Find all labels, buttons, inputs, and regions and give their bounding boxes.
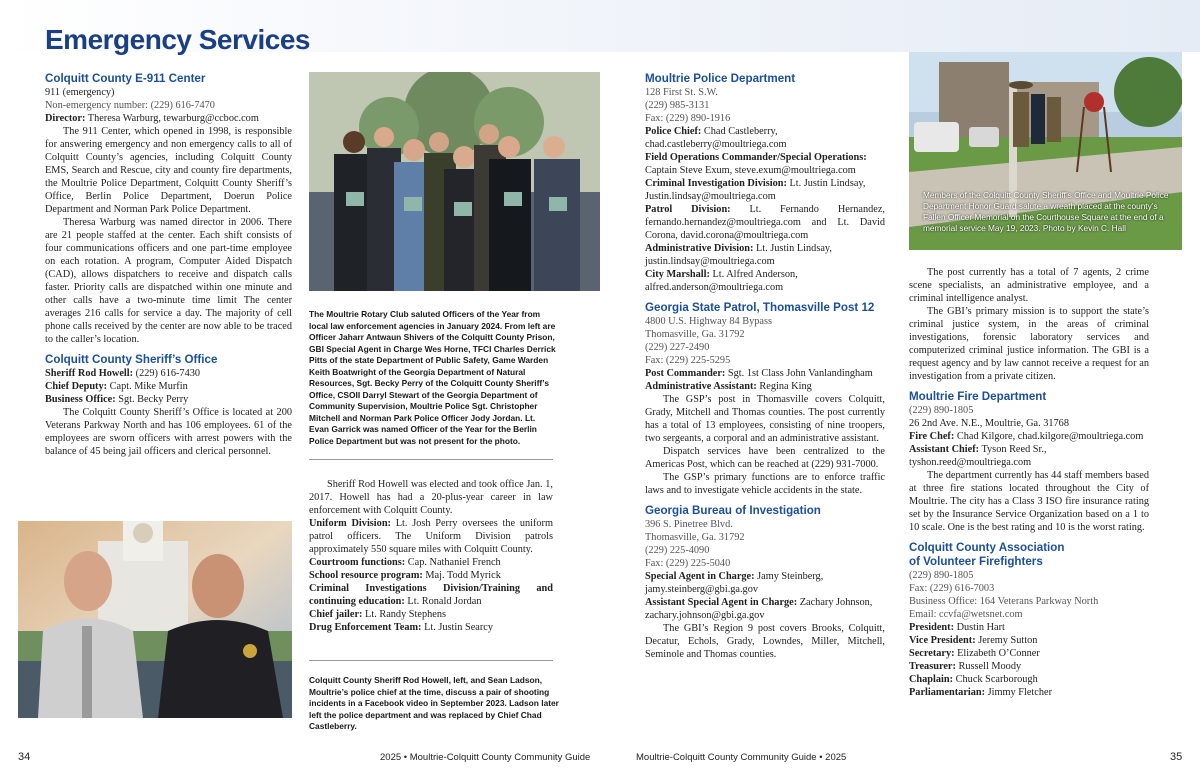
column-3 (645, 72, 885, 661)
uniform-division: Uniform Division: Lt. Josh Perry oversees the uniform patrol officers. The Uniform Division patrols approximately 550 square miles with Colquitt County. (309, 518, 553, 555)
gsp-commander: Post Commander: Sgt. 1st Class John Vanlandingham (645, 368, 873, 379)
footer-left-text: 2025 • Moultrie-Colquitt County Community Guide (380, 752, 591, 763)
mfd-address: 26 2nd Ave. N.E., Moultrie, Ga. 31768 (909, 418, 1069, 429)
ccavf-fax: Fax: (229) 616-7003 (909, 583, 995, 594)
rotary-caption: The Moultrie Rotary Club saluted Officers of the Year from local law enforcement agencies in January 2024. From left are Officer Jaharr Antwaun Shivers of the Colquitt County Prison, GBI Special Agent in Charge Wes Horne, TFCI Charles Derrick Pitts of the state Department of Public Safety, Game Warden Keith Boatwright of the Georgia Department of Natural Resources, Sgt. Becky Perry of the Colquitt County Sheriff’s Office, CSOII Darryl Stewart of the Georgia Department of Community Supervision, Moultrie Police Sgt. Christopher Mitchell and Norman Park Police Officer Jody Jordan. Lt. Evan Garrick was named Officer of the Year for the Berlin Police Department but was not present for the photo. (309, 309, 556, 446)
gbi-sac: Special Agent in Charge: Jamy Steinberg, (645, 571, 824, 582)
gbi-address-1: 396 S. Pinetree Blvd. (645, 519, 733, 530)
gsp-admin-assistant: Administrative Assistant: Regina King (645, 381, 812, 392)
ccavf-email: Email: ccvfa@wetsnet.com (909, 609, 1023, 620)
mpd-cid: Criminal Investigation Division: Lt. Justin Lindsay, (645, 178, 866, 189)
gbi-phone: (229) 225-4090 (645, 545, 710, 556)
school-resource: School resource program: Maj. Todd Myrick (309, 570, 501, 581)
gbi-sac-email: jamy.steinberg@gbi.ga.gov (645, 584, 759, 595)
mpd-patrol: Patrol Division: Lt. Fernando Hernandez, fernando.hernandez@moultriega.com and Lt. David Corona, david.corona@moultriega.com (645, 204, 885, 241)
mpd-heading: Moultrie Police Department (645, 72, 796, 85)
sheriff-bio: Sheriff Rod Howell was elected and took office Jan. 1, 2017. Howell has had a 20-plus-year career in law enforcement with Colquitt County. (309, 479, 553, 516)
ccavf-treasurer: Treasurer: Russell Moody (909, 661, 1022, 672)
sheriff-para: The Colquitt County Sheriff’s Office is located at 200 Veterans Parkway North and has 106 employees. 61 of the employees are sworn officers with arrest powers with the balance of 45 being jail officers and clerical personnel. (45, 407, 292, 457)
gsp-address-2: Thomasville, Ga. 31792 (645, 329, 745, 340)
honor-guard-caption: Members of the Colquitt County Sheriff’s Office and Moultrie Police Department Honor Guard salute a wreath placed at the county’s Fallen Officer Memorial on the Courthouse Square at the end of a memorial service May 19, 2023. Photo by Kevin C. Hall (923, 190, 1169, 233)
gbi-asac: Assistant Special Agent in Charge: Zachary Johnson, (645, 597, 873, 608)
gbi-address-2: Thomasville, Ga. 31792 (645, 532, 745, 543)
mpd-admin: Administrative Division: Lt. Justin Lindsay, (645, 243, 832, 254)
page-number-right: 35 (1170, 751, 1183, 763)
gbi-para: The GBI’s Region 9 post covers Brooks, Colquitt, Decatur, Echols, Grady, Lowndes, Miller, Mitchell, Seminole and Thomas counties. (645, 623, 885, 660)
e911-para-1: The 911 Center, which opened in 1998, is responsible for answering emergency and non emergency calls to all of Colquitt County’s agencies, including Colquitt County EMS, Search and Rescue, city and county fire departments, the Moultrie Police Department, Colquitt County Sheriff’s Office, Berlin Police Department, Doerun Police Department and Norman Park Police Department. (45, 126, 292, 215)
howell-caption: Colquitt County Sheriff Rod Howell, left, and Sean Ladson, Moultrie’s police chief at the time, discuss a pair of shooting incidents in a Facebook video in September 2023. Ladson later left the police department and was replaced by Chief Chad Castleberry. (309, 675, 559, 731)
courtroom-functions: Courtroom functions: Cap. Nathaniel French (309, 557, 501, 568)
e911-non-emergency: Non-emergency number: (229) 616-7470 (45, 100, 215, 111)
ccavf-heading-1: Colquitt County Association (909, 541, 1065, 554)
chief-jailer: Chief jailer: Lt. Randy Stephens (309, 609, 446, 620)
ccavf-president: President: Dustin Hart (909, 622, 1005, 633)
footer-right-text: Moultrie-Colquitt County Community Guide • 2025 (636, 752, 847, 763)
gsp-phone: (229) 227-2490 (645, 342, 710, 353)
gsp-fax: Fax: (229) 225-5295 (645, 355, 731, 366)
gbi-para-cont: The post currently has a total of 7 agents, 2 crime scene specialists, an administrative employee, and a criminal intelligence analyst. (909, 267, 1149, 304)
mpd-field-ops-value: Captain Steve Exum, steve.exum@moultriega.com (645, 165, 856, 176)
gbi-fax: Fax: (229) 225-5040 (645, 558, 731, 569)
mpd-chief-email: chad.castleberry@moultriega.com (645, 139, 787, 150)
mpd-address: 128 First St. S.W. (645, 87, 718, 98)
chief-deputy-line: Chief Deputy: Capt. Mike Murfin (45, 381, 188, 392)
honor-guard-photo (909, 52, 1182, 250)
e911-heading: Colquitt County E-911 Center (45, 72, 206, 85)
e911-para-2: Theresa Warburg was named director in 2006. There are 21 people staffed at the center. Each shift consists of four communications officers and one part-time employee on each rotation. A program, Computer Aided Dispatch (CAD), allows dispatchers to receive and dispatch calls faster. Priority calls are dispatched within one minute and other calls have a two-minute time limit The center averages 216 calls for service a day. The majority of cell phone calls received by the center are now able to be traced to the caller’s location. (45, 217, 292, 345)
ccavf-parliamentarian: Parliamentarian: Jimmy Fletcher (909, 687, 1052, 698)
mpd-chief: Police Chief: Chad Castleberry, (645, 126, 778, 137)
e911-emergency: 911 (emergency) (45, 87, 115, 98)
drug-enforcement: Drug Enforcement Team: Lt. Justin Searcy (309, 622, 493, 633)
column-1 (45, 72, 292, 458)
gbi-mission: The GBI’s primary mission is to support the state’s criminal justice system, in the areas of criminal investigations, forensic laboratory services and computerized criminal justice information. The GBI is a request agency and by law cannot receive a request for an investigation from a private citizen. (909, 306, 1149, 382)
page-number-left: 34 (18, 751, 31, 763)
rotary-officers-photo (309, 72, 600, 291)
sheriff-video-photo (18, 521, 292, 718)
caption-rule-1 (309, 459, 553, 460)
caption-rule-2 (309, 660, 553, 661)
mfd-phone: (229) 890-1805 (909, 405, 974, 416)
mpd-cid-email: Justin.lindsay@moultriega.com (645, 191, 776, 202)
sheriff-video-photo-image (18, 521, 292, 718)
mfd-heading: Moultrie Fire Department (909, 390, 1047, 403)
mfd-asst-chief: Assistant Chief: Tyson Reed Sr., (909, 444, 1047, 455)
mfd-asst-email: tyshon.reed@moultriega.com (909, 457, 1032, 468)
gsp-para-3: The GSP’s primary functions are to enforce traffic laws and to investigate vehicle accidents in the state. (645, 472, 885, 496)
mpd-field-ops-label: Field Operations Commander/Special Operations: (645, 152, 867, 163)
column-4 (909, 266, 1149, 699)
mfd-chief: Fire Chef: Chad Kilgore, chad.kilgore@moultriega.com (909, 431, 1144, 442)
sheriff-heading: Colquitt County Sheriff’s Office (45, 353, 218, 366)
ccavf-vp: Vice President: Jeremy Sutton (909, 635, 1038, 646)
ccavf-office: Business Office: 164 Veterans Parkway North (909, 596, 1099, 607)
mpd-admin-email: justin.lindsay@moultriega.com (645, 256, 775, 267)
mpd-marshal-email: alfred.anderson@moultriega.com (645, 282, 784, 293)
business-office-line: Business Office: Sgt. Becky Perry (45, 394, 189, 405)
mfd-para: The department currently has 44 staff members based at three fire stations located throughout the City of Moultrie. The city has a Class 3 ISO fire insurance rating set by the Insurance Service Organization based on a 1 to 10 scale. One is the best rating and 10 is the worst rating. (909, 470, 1149, 533)
cid-training: Criminal Investigations Division/Training and continuing education: Lt. Ronald Jordan (309, 583, 553, 607)
gsp-para-2: Dispatch services have been centralized to the Americas Post, which can be reached at (229) 931-7000. (645, 446, 885, 470)
e911-director: Director: Theresa Warburg, tewarburg@ccboc.com (45, 113, 259, 124)
gbi-heading: Georgia Bureau of Investigation (645, 504, 821, 517)
rotary-officers-image (309, 72, 600, 291)
ccavf-phone: (229) 890-1805 (909, 570, 974, 581)
mpd-marshal: City Marshall: Lt. Alfred Anderson, (645, 269, 798, 280)
ccavf-chaplain: Chaplain: Chuck Scarborough (909, 674, 1038, 685)
page-title: Emergency Services (45, 24, 310, 55)
ccavf-heading-2: of Volunteer Firefighters (909, 555, 1043, 568)
ccavf-secretary: Secretary: Elizabeth O’Conner (909, 648, 1040, 659)
column-2 (309, 478, 553, 634)
mpd-phone: (229) 985-3131 (645, 100, 710, 111)
gsp-para-1: The GSP’s post in Thomasville covers Colquitt, Grady, Mitchell and Thomas counties. The post currently has a total of 13 employees, consisting of nine troopers, two sergeants, a corporal and an administrative assistant. (645, 394, 885, 444)
mpd-fax: Fax: (229) 890-1916 (645, 113, 731, 124)
gbi-asac-email: zachary.johnson@gbi.ga.gov (645, 610, 765, 621)
gsp-heading: Georgia State Patrol, Thomasville Post 12 (645, 301, 875, 314)
sheriff-line: Sheriff Rod Howell: (229) 616-7430 (45, 368, 201, 379)
gsp-address-1: 4800 U.S. Highway 84 Bypass (645, 316, 772, 327)
